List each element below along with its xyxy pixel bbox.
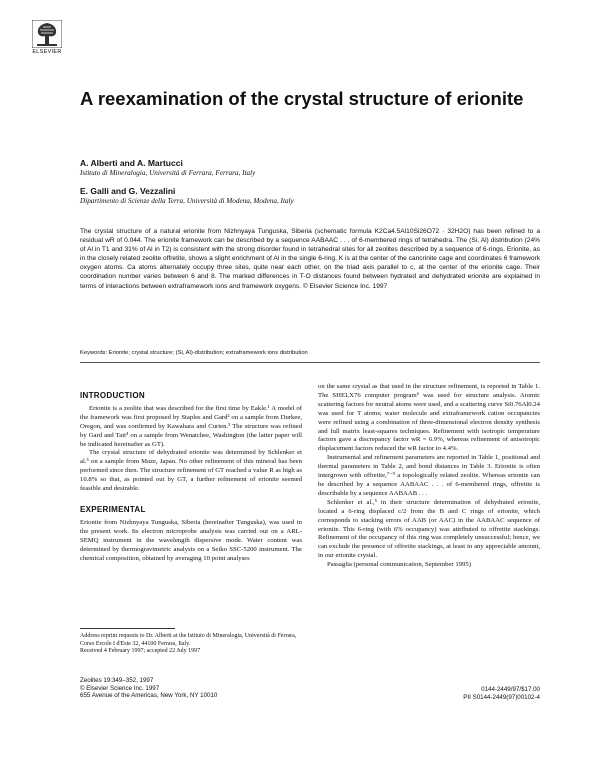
copyright: © Elsevier Science Inc. 1997 xyxy=(80,684,160,692)
publisher-logo xyxy=(32,20,62,55)
experimental-paragraph-1: Erionite from Nizhnyaya Tunguska, Siberia (hereinafter Tunguska), was used in the present work. Its electron microprobe analysis was carried out on a ARL-SEMQ instrument in the wavelength dispersive mode. Water content was determined by thermogravimetric analysis on a Seiko SSC-5200 instrument. The chemical composition, obtained by averaging 10 point analyses xyxy=(80,518,302,562)
divider-rule xyxy=(80,362,540,363)
elsevier-tree-icon xyxy=(32,20,62,48)
authors-group-1: A. Alberti and A. Martucci xyxy=(80,158,183,168)
footnote-rule xyxy=(80,628,175,629)
abstract: The crystal structure of a natural erionite from Nizhnyaya Tunguska, Siberia (schematic formula K2Ca4.5Al10Si26O72 · 32H2O) has been refined to a residual wR of 0.044. The erionite framework can be described by a sequence AABAAC . . . of 6-membered rings of tetrahedra. The (Si, Al) distribution (24% of Al in T1 and 31% of Al in T2) is consistent with the strong disorder found in tetrahedral sites for all zeolites described by a sequence of 6-rings. Erionite, as in the closely related zeolite offretite, shows a slight enrichment of Al in the single 6-ring. K is at the center of the cancrinite cage and coordinates 6 framework oxygen atoms. Ca atoms alternately occupy three sites, quite near each other, on the triad axis parallel to c, at the center of the erionite cage. Their coordination number varies between 6 and 8. The marked differences in T-O distances found between hydrated and dehydrated erionite are explained in terms of interactions between extraframework ions and framework oxygens. © Elsevier Science Inc. 1997 xyxy=(80,228,540,290)
pii-code: PII S0144-2449(97)00102-4 xyxy=(463,693,540,701)
paper-title: A reexamination of the crystal structure of erionite xyxy=(80,88,524,109)
issn-price: 0144-2449/97/$17.00 xyxy=(481,686,540,693)
right-paragraph-4: Passaglia (personal communication, September 1995) xyxy=(327,561,471,569)
right-paragraph-3: Schlenker et al.,⁵ in their structure determination of dehydrated erionite, located a 6-ring displaced c/2 from the B and C rings of erionite, which corresponds to stacking errors of AAB (or AAC) in the AABAAC sequence of erionite. This 6-ring (with 6% occupancy) was attributed to offretite stackings. Refinement of the occupancy of this ring was completely unsuccessful; hence, we can exclude the presence of offretite stackings, at least in any appreciable amount, in our erionite crystal. xyxy=(318,498,540,560)
affiliation-1: Istituto di Mineralogia, Università di Ferrara, Ferrara, Italy xyxy=(80,169,256,177)
authors-group-2: E. Galli and G. Vezzalini xyxy=(80,186,176,196)
received-dates: Received 4 February 1997; accepted 22 July 1997 xyxy=(80,648,201,655)
article-codes xyxy=(394,686,540,701)
address-footnote: Address reprint requests to Dr. Alberti at the Istituto di Mineralogia, Università di Ferrara, Corso Ercole I d'Este 32, 44100 Ferrara, Italy. xyxy=(80,633,297,647)
left-column xyxy=(80,392,302,563)
journal-info xyxy=(80,677,217,700)
intro-paragraph-1: Erionite is a zeolite that was described for the first time by Eakle.¹ A model of the framework was first proposed by Staples and Gard² on a sample from Durkee, Oregon, and was confirmed by Kawahara and Curien.³ The structure was refined by Gard and Tait⁴ on a sample from Wenatchee, Washington (the latter paper will be indicated hereinafter as GT). xyxy=(80,404,302,448)
right-paragraph-1: on the same crystal as that used in the structure refinement, is reported in Table 1. The SHELX76 computer program⁶ was used for structure analysis. Atomic scattering factors for neutral atoms were used, and a scattering curve Si0.76Al0.24 was used for T atoms; water molecule and extraframework cation occupancies were refined using a combination of three-dimensional electron density synthesis and full matrix least-squares techniques. Refinement with isotropic temperature factors gave a discrepancy factor wR = 6.9%, whereas refinement of anisotropic displacement factors reduced the wR factor to 4.4%. xyxy=(318,383,540,453)
keywords: Keywords: Erionite; crystal structure; (Si, Al)-distribution; extraframework ions distribution xyxy=(80,350,308,356)
section-heading-introduction: INTRODUCTION xyxy=(80,391,145,400)
footnote xyxy=(80,633,302,656)
section-heading-experimental: EXPERIMENTAL xyxy=(80,504,146,514)
publisher-address: 655 Avenue of the Americas, New York, NY 10010 xyxy=(80,692,218,700)
affiliation-2: Dipartimento di Scienze della Terra, Università di Modena, Modena, Italy xyxy=(80,197,294,205)
right-column xyxy=(318,383,540,570)
publisher-name: ELSEVIER xyxy=(32,49,62,55)
right-paragraph-2: Instrumental and refinement parameters are reported in Table 1, positional and thermal parameters in Table 2, and bond distances in Table 3. Erionite is often intergrown with offretite,⁷⁻⁹ a topologically related zeolite. Whereas erionite can be described by a sequence AABAAC . . . of 6-membered rings, offretite is describable by a sequence AABAAB . . . xyxy=(318,454,540,497)
intro-paragraph-2: The crystal structure of dehydrated erionite was determined by Schlenker et al.⁵ on a sample from Maze, Japan. No other refinement of this mineral has been performed since then. The structure refinement of GT reached a value R as high as 10.8% so that, as pointed out by GT, a further refinement of erionite seemed feasible and desirable. xyxy=(80,449,302,493)
journal-citation: Zeolites 19:349–352, 1997 xyxy=(80,677,154,684)
